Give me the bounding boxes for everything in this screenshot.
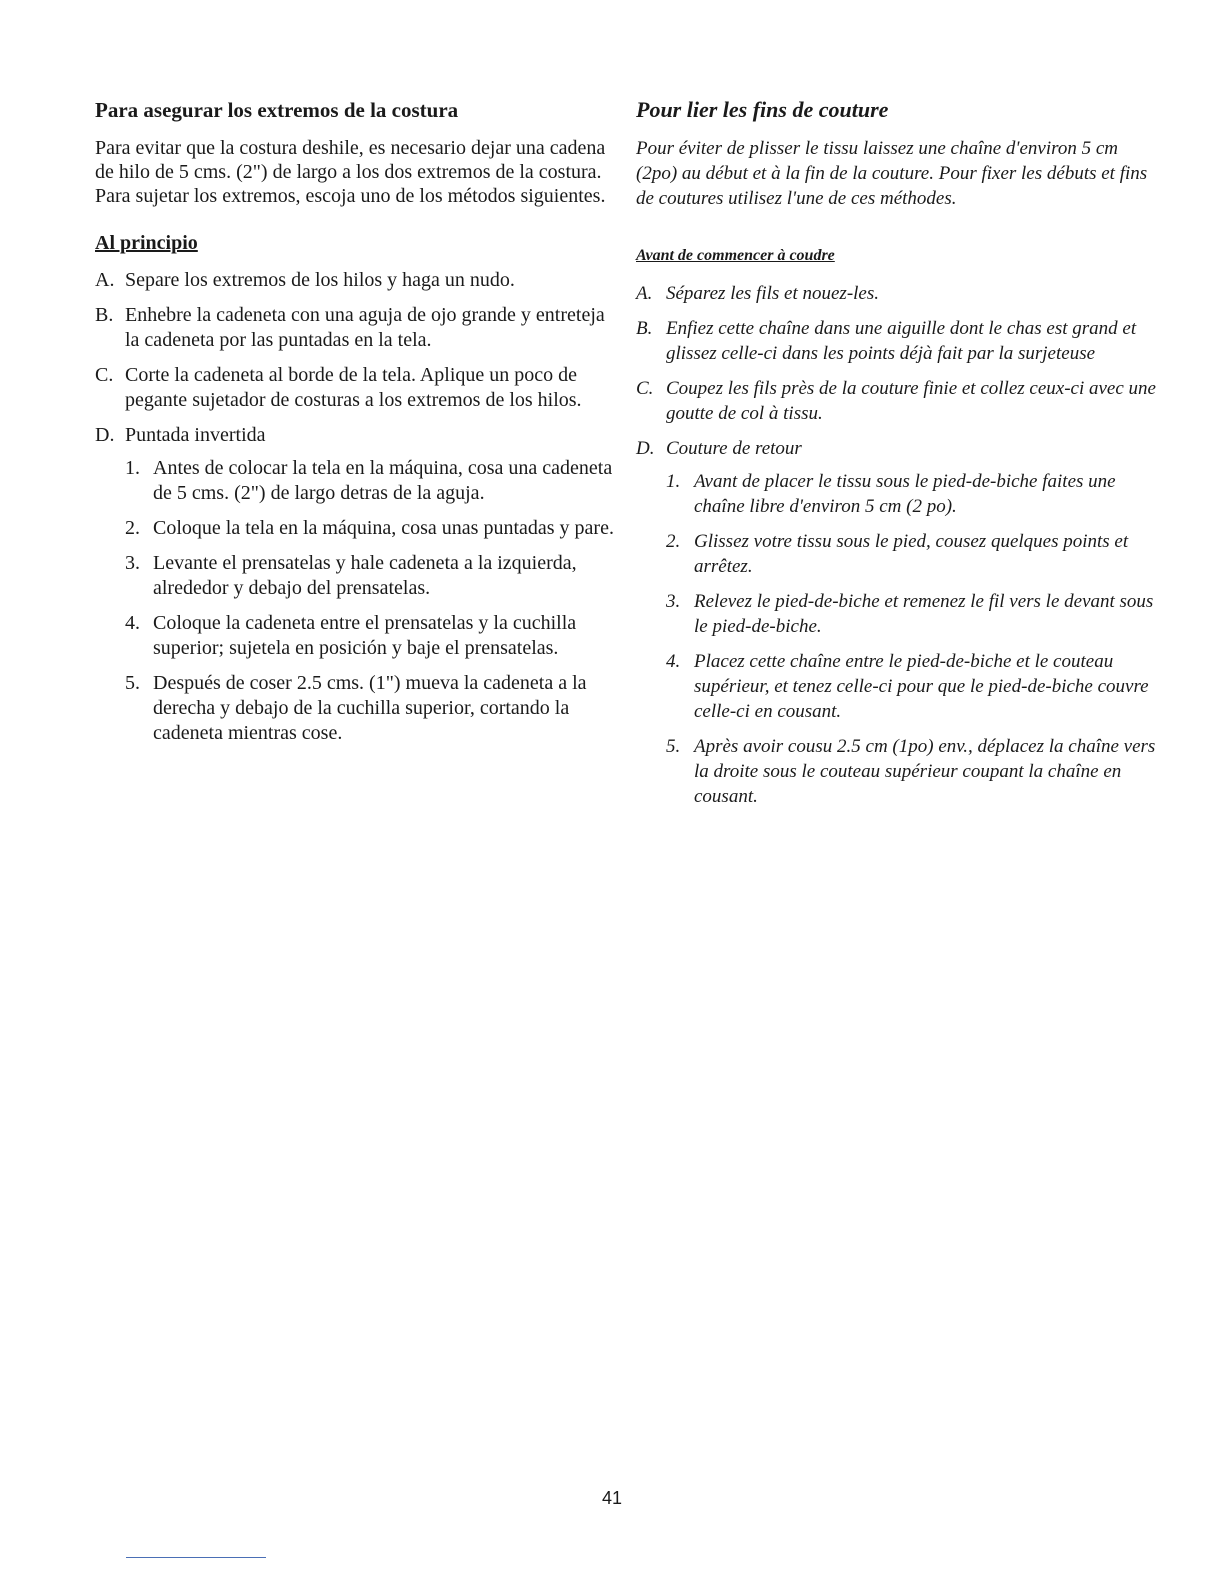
step-label: D. [636,438,655,459]
substep-label: 2. [125,517,140,539]
substep-text: Coloque la cadeneta entre el prensatelas y la cuchilla superior; sujetela en posición y baje el prensatelas. [153,612,577,659]
french-title: Pour lier les fins de couture [636,97,889,122]
substep-text: Levante el prensatelas y hale cadeneta a la izquierda, alrededor y debajo del prensatelas. [153,552,577,599]
spanish-step-c [95,363,615,413]
spanish-substep-4 [125,611,615,661]
page-number: 41 [601,1488,623,1508]
french-subtitle: Avant de commencer à coudre [636,247,835,264]
substep-text: Après avoir cousu 2.5 cm (1po) env., déplacez la chaîne vers la droite sous le couteau supérieur coupant la chaîne en cousant. [694,736,1156,807]
french-substep-1 [666,469,1156,519]
substep-label: 2. [666,531,681,552]
footer-rule [126,1557,266,1558]
step-label: B. [636,318,653,339]
substep-text: Avant de placer le tissu sous le pied-de-biche faites une chaîne libre d'environ 5 cm (2 po). [694,471,1116,517]
french-step-a [636,281,1156,306]
spanish-subtitle: Al principio [95,232,198,254]
french-substep-3 [666,589,1156,639]
step-label: C. [636,378,654,399]
step-text: Coupez les fils près de la couture finie et collez ceux-ci avec une goutte de col à tissu. [666,378,1156,424]
spanish-substep-2 [125,516,615,541]
step-text: Separe los extremos de los hilos y haga un nudo. [125,269,515,291]
spanish-step-a [95,268,615,293]
substep-label: 5. [666,736,681,757]
substep-text: Glissez votre tissu sous le pied, cousez quelques points et arrêtez. [694,531,1129,577]
substep-label: 3. [666,591,681,612]
step-text: Corte la cadeneta al borde de la tela. Aplique un poco de pegante sujetador de costuras a los extremos de los hilos. [125,364,582,411]
substep-label: 3. [125,552,140,574]
spanish-substep-5 [125,671,615,746]
french-step-b [636,316,1156,366]
substep-label: 1. [666,471,681,492]
step-text: Enhebre la cadeneta con una aguja de ojo grande y entreteja la cadeneta por las puntadas en la tela. [125,304,605,351]
french-column [636,96,1156,819]
spanish-column [95,96,615,756]
spanish-substep-3 [125,551,615,601]
substep-label: 4. [666,651,681,672]
spanish-step-d [95,423,615,746]
substep-text: Coloque la tela en la máquina, cosa unas puntadas y pare. [153,517,614,539]
step-label: A. [636,283,653,304]
spanish-step-b [95,303,615,353]
step-text: Enfiez cette chaîne dans une aiguille dont le chas est grand et glissez celle-ci dans les points déjà fait par la surjeteuse [666,318,1137,364]
step-text: Puntada invertida [125,424,266,446]
step-label: D. [95,424,115,446]
french-step-c [636,376,1156,426]
substep-text: Antes de colocar la tela en la máquina, cosa una cadeneta de 5 cms. (2") de largo detras de la aguja. [153,457,613,504]
french-step-d [636,436,1156,809]
spanish-steps [95,268,615,746]
step-text: Couture de retour [666,438,802,459]
spanish-substeps [125,456,615,746]
substep-label: 1. [125,457,140,479]
step-label: C. [95,364,114,386]
substep-text: Relevez le pied-de-biche et remenez le fil vers le devant sous le pied-de-biche. [694,591,1154,637]
step-label: A. [95,269,115,291]
step-label: B. [95,304,114,326]
french-substep-2 [666,529,1156,579]
french-substep-5 [666,734,1156,809]
french-substeps [666,469,1156,809]
spanish-substep-1 [125,456,615,506]
spanish-title: Para asegurar los extremos de la costura [95,98,459,122]
step-text: Séparez les fils et nouez-les. [666,283,880,304]
french-steps [636,281,1156,809]
substep-label: 4. [125,612,140,634]
substep-text: Después de coser 2.5 cms. (1") mueva la cadeneta a la derecha y debajo de la cuchilla superior, cortando la cadeneta mientras cose. [153,672,587,744]
substep-label: 5. [125,672,140,694]
french-intro: Pour éviter de plisser le tissu laissez une chaîne d'environ 5 cm (2po) au début et à la fin de la couture. Pour fixer les débuts et fins de coutures utilisez l'une de ces méthodes. [636,138,1148,209]
french-substep-4 [666,649,1156,724]
spanish-intro: Para evitar que la costura deshile, es necesario dejar una cadena de hilo de 5 cms. (2") de largo a los dos extremos de la costura. Para sujetar los extremos, escoja uno de los métodos siguientes. [95,137,606,207]
substep-text: Placez cette chaîne entre le pied-de-biche et le couteau supérieur, et tenez celle-ci pour que le pied-de-biche couvre celle-ci en cousant. [694,651,1149,722]
